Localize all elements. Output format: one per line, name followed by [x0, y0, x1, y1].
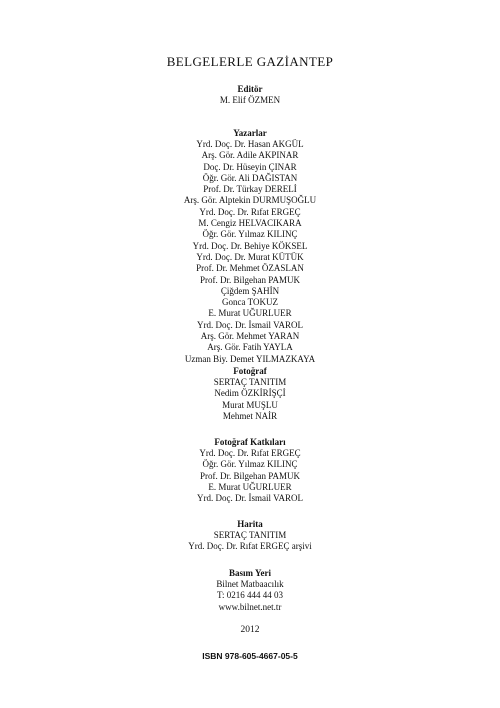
- author-name: Doç. Dr. Hüseyin ÇINAR: [203, 161, 297, 172]
- contributor-name: Yrd. Doç. Dr. İsmail VAROL: [197, 493, 303, 504]
- author-name: Öğr. Gör. Yılmaz KILINÇ: [202, 229, 298, 240]
- print-section: [0, 568, 500, 613]
- photographer-name: Murat MUŞLU: [222, 399, 278, 410]
- publication-year: 2012: [240, 625, 260, 635]
- author-name: Arş. Gör. Adile AKPINAR: [201, 150, 299, 161]
- contributor-name: Prof. Dr. Bilgehan PAMUK: [200, 470, 300, 481]
- author-name: Yrd. Doç. Dr. Hasan AKGÜL: [196, 139, 304, 149]
- contributor-name: Öğr. Gör. Yılmaz KILINÇ: [202, 459, 298, 470]
- photographer-name: Nedim ÖZKİRİŞÇİ: [214, 388, 286, 399]
- author-name: Yrd. Doç. Dr. Behiye KÖKSEL: [192, 240, 308, 251]
- author-name: Yrd. Doç. Dr. İsmail VAROL: [197, 319, 303, 330]
- author-name: M. Cengiz HELVACIKARA: [198, 218, 302, 229]
- map-credit: Yrd. Doç. Dr. Rıfat ERGEÇ arşivi: [188, 541, 312, 552]
- author-name: Uzman Biy. Demet YILMAZKAYA: [184, 353, 316, 364]
- editor-name: M. Elif ÖZMEN: [219, 95, 281, 105]
- contributor-name: Yrd. Doç. Dr. Rıfat ERGEÇ: [199, 448, 301, 458]
- author-name: Öğr. Gör. Ali DAĞISTAN: [202, 172, 298, 183]
- author-name: Prof. Dr. Bilgehan PAMUK: [200, 274, 300, 285]
- editor-heading: Editör: [237, 84, 263, 94]
- author-name: E. Murat UĞURLUER: [208, 308, 292, 319]
- print-heading: Basım Yeri: [229, 568, 271, 578]
- photographer-name: Mehmet NAİR: [222, 410, 278, 421]
- printer-website: www.bilnet.net.tr: [218, 601, 282, 612]
- authors-section: [0, 128, 500, 365]
- author-name: Yrd. Doç. Dr. Murat KÜTÜK: [196, 251, 304, 262]
- author-name: Arş. Gör. Alptekin DURMUŞOĞLU: [183, 195, 317, 206]
- authors-heading: Yazarlar: [233, 128, 267, 138]
- photography-heading: Fotoğraf: [233, 366, 267, 376]
- author-name: Prof. Dr. Mehmet ÖZASLAN: [196, 263, 304, 274]
- map-credit: SERTAÇ TANITIM: [213, 530, 287, 540]
- author-name: Gonca TOKUZ: [222, 297, 278, 308]
- photography-section: [0, 366, 500, 422]
- printer-name: Bilnet Matbaacılık: [216, 579, 284, 589]
- author-name: Yrd. Doç. Dr. Rıfat ERGEÇ: [199, 206, 301, 217]
- photographer-name: SERTAÇ TANITIM: [213, 377, 287, 387]
- printer-phone: T: 0216 444 44 03: [216, 590, 284, 601]
- author-name: Çiğdem ŞAHİN: [220, 285, 280, 296]
- author-name: Arş. Gör. Fatih YAYLA: [207, 342, 293, 353]
- photo-contributors-heading: Fotoğraf Katkıları: [214, 437, 286, 447]
- photo-contributors-section: [0, 437, 500, 504]
- map-section: [0, 519, 500, 553]
- map-heading: Harita: [237, 519, 263, 529]
- isbn: ISBN 978-605-4667-05-5: [202, 651, 298, 661]
- author-name: Arş. Gör. Mehmet YARAN: [200, 331, 300, 342]
- editor-section: [0, 84, 500, 106]
- author-name: Prof. Dr. Türkay DERELİ: [203, 184, 297, 195]
- book-title: BELGELERLE GAZİANTEP: [166, 54, 334, 69]
- contributor-name: E. Murat UĞURLUER: [208, 481, 292, 492]
